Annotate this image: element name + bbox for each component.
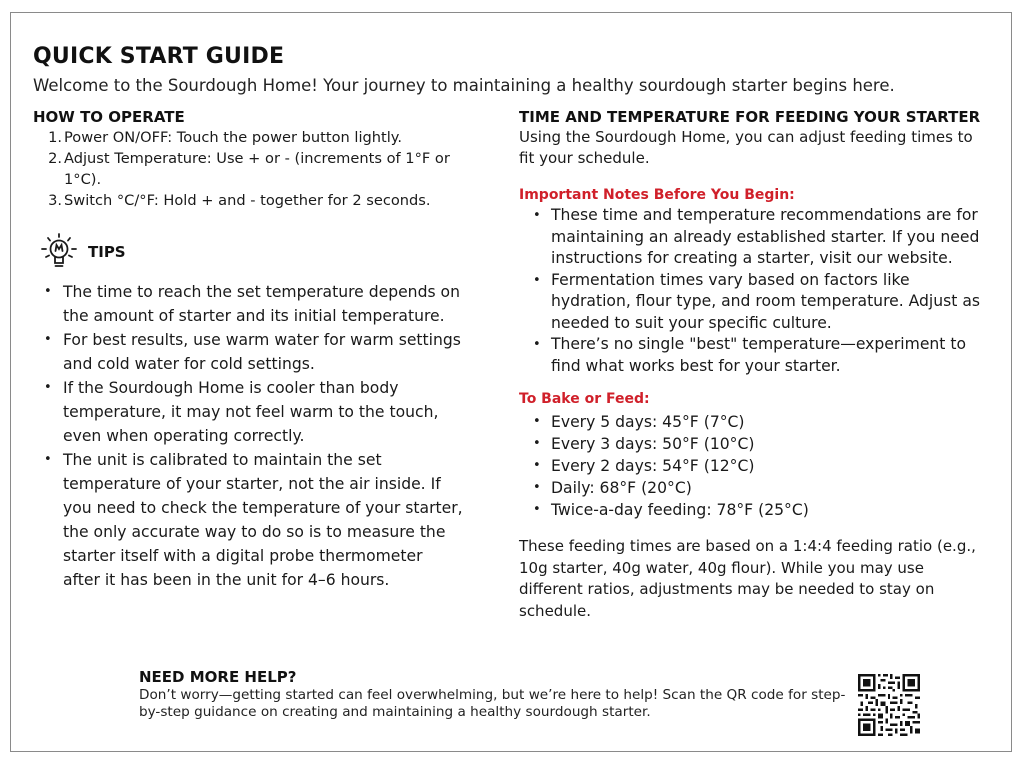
tip-text: If the Sourdough Home is cooler than body temperature, it may not feel warm to the touch, even when operating correctly. xyxy=(63,379,439,445)
operate-steps-list xyxy=(33,127,483,211)
tip-text: The time to reach the set temperature depends on the amount of starter and its initial temperature. xyxy=(63,283,460,325)
tips-heading-row xyxy=(36,232,126,272)
welcome-text: Welcome to the Sourdough Home! Your journey to maintaining a healthy sourdough starter begins here. xyxy=(33,76,895,95)
list-item: • Fermentation times vary based on factors like hydration, flour type, and room temperature. Adjust as needed to suit your specific culture. xyxy=(519,270,989,335)
tips-list xyxy=(44,280,464,592)
notes-list xyxy=(519,205,989,377)
step-text: Adjust Temperature: Use + or - (increments of 1°F or 1°C). xyxy=(64,150,450,188)
tips-heading: TIPS xyxy=(88,243,126,261)
feeding-heading: TIME AND TEMPERATURE FOR FEEDING YOUR STARTER xyxy=(519,108,981,126)
step-text: Power ON/OFF: Touch the power button lightly. xyxy=(64,129,403,146)
schedule-text: Every 2 days: 54°F (12°C) xyxy=(551,457,755,475)
list-item: • The time to reach the set temperature depends on the amount of starter and its initial temperature. xyxy=(44,280,464,328)
note-text: There’s no single "best" temperature—experiment to find what works best for your starter. xyxy=(551,335,967,375)
help-text: Don’t worry—getting started can feel overwhelming, but we’re here to help! Scan the QR code for step-by-step guidance on creating and maintaining a healthy sourdough starter. xyxy=(139,687,846,720)
lightbulb-icon xyxy=(36,232,82,272)
list-item: • These time and temperature recommendations are for maintaining an already established starter. If you need instructions for creating a starter, visit our website. xyxy=(519,205,989,270)
schedule-text: Every 3 days: 50°F (10°C) xyxy=(551,435,755,453)
bake-heading: To Bake or Feed: xyxy=(519,391,650,407)
notes-heading: Important Notes Before You Begin: xyxy=(519,187,795,203)
list-item: • Every 2 days: 54°F (12°C) xyxy=(533,457,755,475)
note-text: Fermentation times vary based on factors like hydration, flour type, and room temperature. Adjust as needed to suit your specific culture. xyxy=(551,270,981,332)
step-number: 3. xyxy=(48,192,62,209)
schedule-text: Daily: 68°F (20°C) xyxy=(551,479,692,497)
list-item: • Daily: 68°F (20°C) xyxy=(533,479,692,497)
list-item xyxy=(33,127,483,148)
help-section xyxy=(139,668,849,721)
help-heading: NEED MORE HELP? xyxy=(139,668,297,686)
step-number: 1. xyxy=(48,129,62,146)
list-item: • Twice-a-day feeding: 78°F (25°C) xyxy=(533,501,809,519)
feeding-intro: Using the Sourdough Home, you can adjust feeding times to fit your schedule. xyxy=(519,128,973,167)
how-to-operate-heading: HOW TO OPERATE xyxy=(33,108,185,126)
list-item xyxy=(33,148,473,190)
step-text: Switch °C/°F: Hold + and - together for 2 seconds. xyxy=(64,192,431,209)
schedule-list xyxy=(519,411,989,521)
list-item: • There’s no single "best" temperature—experiment to find what works best for your starter. xyxy=(519,334,989,377)
how-to-operate-section xyxy=(33,108,483,211)
list-item: • For best results, use warm water for warm settings and cold water for cold settings. xyxy=(44,328,464,376)
list-item: • Every 5 days: 45°F (7°C) xyxy=(533,413,745,431)
list-item: • The unit is calibrated to maintain the set temperature of your starter, not the air inside. If you need to check the temperature of your starter, the only accurate way to do so is to measure the starter itself with a digital probe thermometer after it has been in the unit for 4–6 hours. xyxy=(44,448,464,592)
qr-code-icon[interactable] xyxy=(858,674,920,736)
schedule-text: Every 5 days: 45°F (7°C) xyxy=(551,413,745,431)
list-item xyxy=(33,190,483,211)
tip-text: For best results, use warm water for warm settings and cold water for cold settings. xyxy=(63,331,461,373)
feeding-outro: These feeding times are based on a 1:4:4 feeding ratio (e.g., 10g starter, 40g water, 40g flour). While you may use different ratios, adjustments may be needed to stay on schedule. xyxy=(519,537,976,620)
schedule-text: Twice-a-day feeding: 78°F (25°C) xyxy=(551,501,809,519)
tip-text: The unit is calibrated to maintain the set temperature of your starter, not the air inside. If you need to check the temperature of your starter, the only accurate way to do so is to measure the starter itself with a digital probe thermometer after it has been in the unit for 4–6 hours. xyxy=(63,451,463,589)
page-title: QUICK START GUIDE xyxy=(33,44,285,69)
note-text: These time and temperature recommendations are for maintaining an already established starter. If you need instructions for creating a starter, visit our website. xyxy=(551,206,980,267)
list-item: • Every 3 days: 50°F (10°C) xyxy=(533,435,755,453)
step-number: 2. xyxy=(48,150,62,167)
list-item: • If the Sourdough Home is cooler than body temperature, it may not feel warm to the touch, even when operating correctly. xyxy=(44,376,464,448)
feeding-section xyxy=(519,108,989,622)
